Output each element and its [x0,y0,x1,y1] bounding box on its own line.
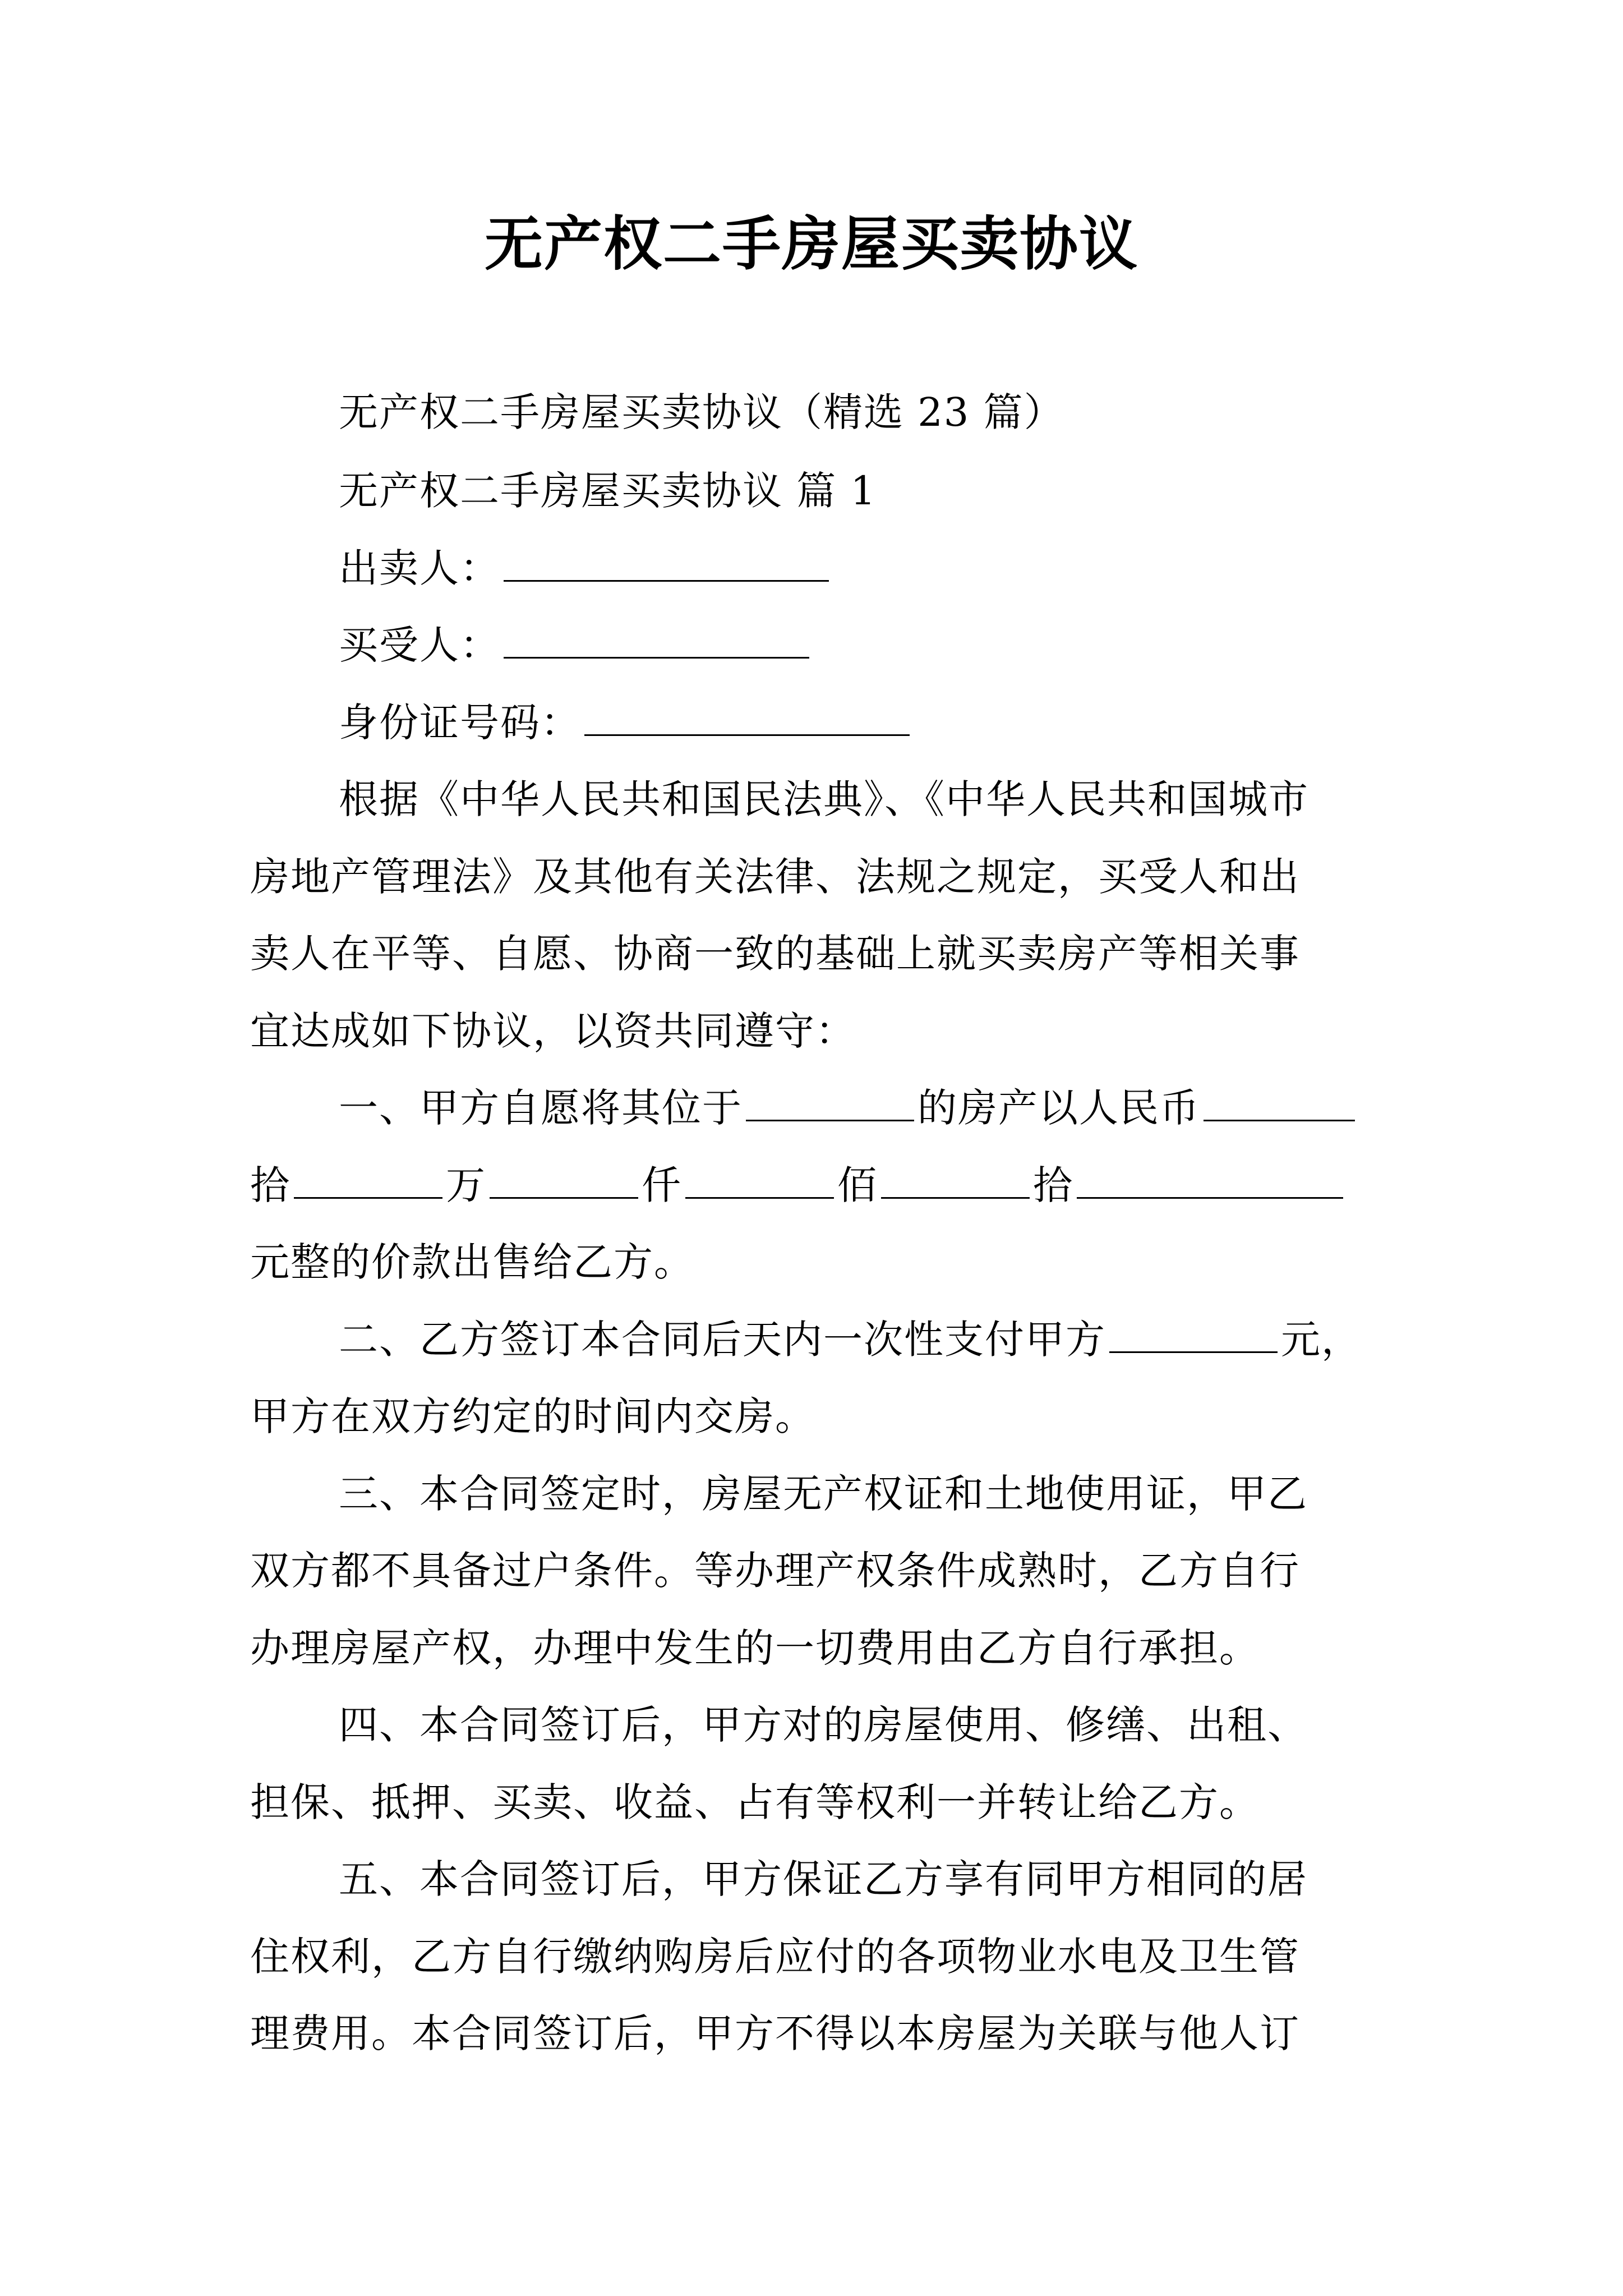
document-subtitle: 无产权二手房屋买卖协议（精选 23 篇） [339,389,1064,435]
document-title: 无产权二手房屋买卖协议 [484,210,1138,278]
preamble-line: 房地产管理法》及其他有关法律、法规之规定，买受人和出 [250,854,1300,900]
clause-5-line: 理费用。本合同签订后，甲方不得以本房屋为关联与他人订 [250,2010,1300,2056]
clause-2-text: 二、乙方签订本合同后天内一次性支付甲方 [339,1317,1106,1363]
clause-4-line: 四、本合同签订后，甲方对的房屋使用、修缮、出租、 [339,1702,1308,1748]
clause-1-amount-line [250,1160,1347,1211]
seller-line [339,543,832,593]
unit-label: 拾 [250,1162,291,1208]
buyer-label: 买受人： [339,622,500,668]
id-line [339,697,913,748]
id-label: 身份证号码： [339,700,581,746]
amount-blank [881,1162,1030,1199]
clause-3-line: 双方都不具备过户条件。等办理产权条件成熟时，乙方自行 [250,1548,1300,1594]
clause-2-line: 甲方在双方约定的时间内交房。 [250,1393,815,1439]
preamble-line: 根据《中华人民共和国民法典》、《中华人民共和国城市 [339,776,1309,822]
section-heading: 无产权二手房屋买卖协议 篇 1 [339,468,877,514]
clause-3-line: 办理房屋产权，办理中发生的一切费用由乙方自行承担。 [250,1625,1260,1671]
clause-5-line: 五、本合同签订后，甲方保证乙方享有同甲方相同的居 [339,1856,1308,1902]
clause-1-text: 一、甲方自愿将其位于 [339,1085,743,1131]
seller-label: 出卖人： [339,545,500,591]
amount-blank [294,1162,442,1199]
amount-blank [685,1162,834,1199]
clause-3-line: 三、本合同签定时，房屋无产权证和土地使用证，甲乙 [339,1471,1308,1517]
clause-4-line: 担保、抵押、买卖、收益、占有等权利一并转让给乙方。 [250,1779,1260,1825]
id-blank [584,700,910,736]
buyer-blank [504,622,809,659]
unit-label: 万 [446,1162,486,1208]
unit-label: 拾 [1033,1162,1073,1208]
clause-1-ending: 元整的价款出售给乙方。 [250,1239,694,1285]
clause-2-text: 元， [1281,1317,1362,1363]
clause-5-line: 住权利，乙方自行缴纳购房后应付的各项物业水电及卫生管 [250,1934,1300,1980]
amount-blank [1077,1162,1343,1199]
seller-blank [504,545,829,582]
unit-label: 仟 [642,1162,682,1208]
amount-blank [490,1162,638,1199]
preamble-line: 宜达成如下协议，以资共同遵守： [250,1008,856,1054]
preamble-line: 卖人在平等、自愿、协商一致的基础上就买卖房产等相关事 [250,931,1300,977]
unit-label: 佰 [837,1162,878,1208]
payment-blank [1109,1317,1278,1353]
amount-blank [1204,1085,1355,1121]
clause-1-line [339,1083,1358,1133]
clause-2-line [339,1314,1362,1365]
buyer-line [339,620,813,670]
clause-1-text: 的房产以人民币 [917,1085,1200,1131]
location-blank [746,1085,914,1121]
